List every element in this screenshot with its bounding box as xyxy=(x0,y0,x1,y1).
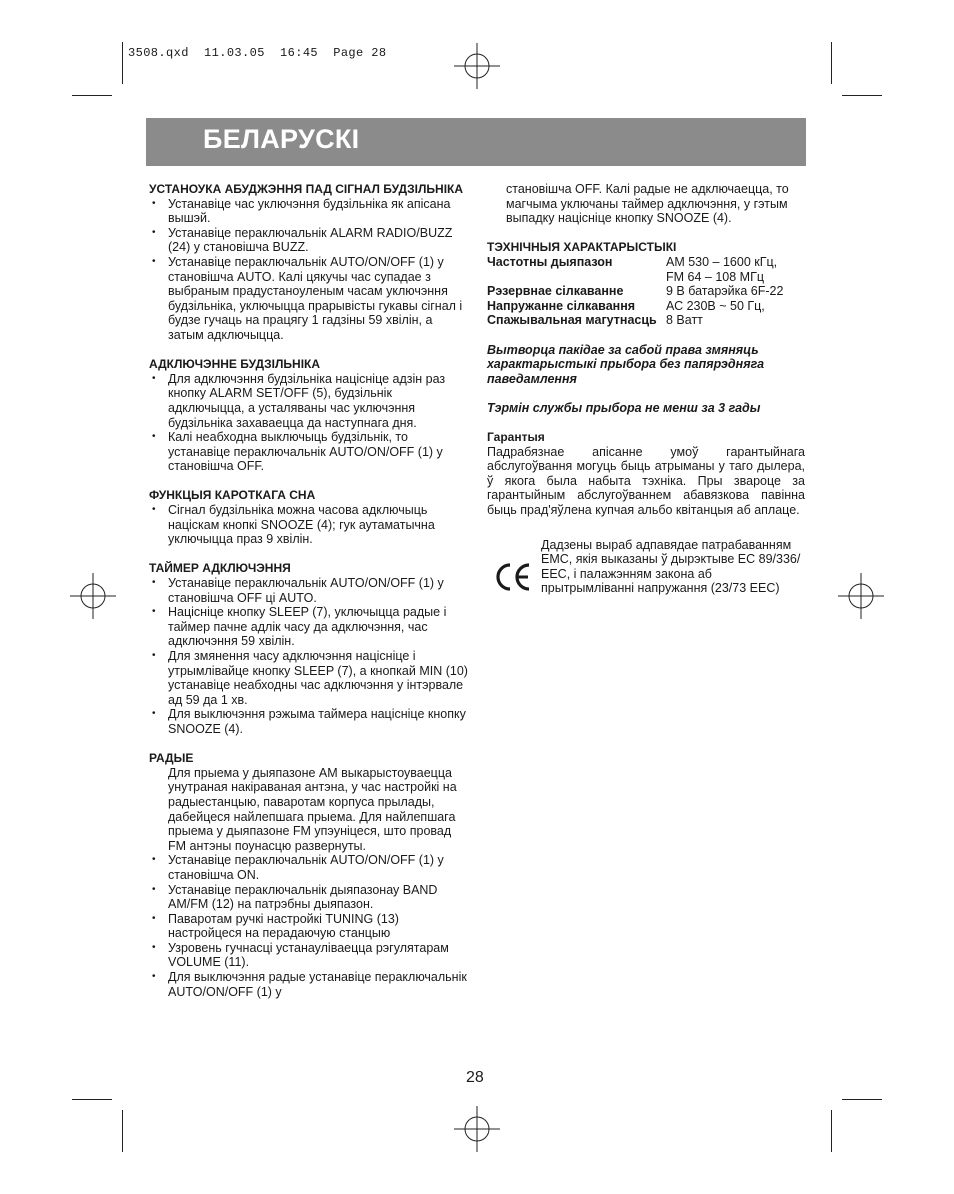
section-specs xyxy=(487,240,805,328)
bullet-item: • Для адключэння будзільніка націсніце адзін раз кнопку ALARM SET/OFF (5), будзільнік адключыцца, а усталяваны час уключэння будзільніка захаваецца да наступнага дня. xyxy=(149,372,469,430)
bullet-item: • Калі неабходна выключыць будзільнік, то устанавіце пераключальнік AUTO/ON/OFF (1) у становішча OFF. xyxy=(149,430,469,474)
section-heading: УСТАНОУКА АБУДЖЭННЯ ПАД СІГНАЛ БУДЗІЛЬНІКА xyxy=(149,182,464,196)
spec-label: Рэзервнае сілкаванне xyxy=(487,284,624,299)
bullet-item: • Паваротам ручкі настройкі TUNING (13) настройцеся на перадаючую станцыю xyxy=(149,912,469,941)
right-column xyxy=(487,182,805,618)
bullet-item: • Устанавіце пераключальнік ALARM RADIO/BUZZ (24) у становішча BUZZ. xyxy=(149,226,469,255)
specs-table xyxy=(487,255,805,328)
spec-label: Напружанне сілкавання xyxy=(487,298,636,313)
notice-service-life: Тэрмін службы прыбора не менш за 3 гады xyxy=(487,400,761,415)
crop-mark xyxy=(122,1110,123,1152)
crop-mark xyxy=(831,42,832,84)
page-title: БЕЛАРУСКІ xyxy=(203,124,360,154)
bullet-item: • Для змянення часу адключэння націсніце і утрымлівайце кнопку SLEEP (7), а кнопкай MIN (10) устанавіце неабходны час адключэння у інтэрвале ад 59 да 1 хв. xyxy=(149,649,469,707)
spec-row xyxy=(487,299,805,314)
section-sleep-timer xyxy=(149,561,469,736)
warranty-heading: Гарантыя xyxy=(487,430,545,445)
section-heading: АДКЛЮЧЭННЕ БУДЗІЛЬНІКА xyxy=(149,357,321,372)
bullet-item: • Узровень гучнасці устанауліваецца рэгулятарам VOLUME (11). xyxy=(149,941,469,970)
bullet-item: • Сігнал будзільніка можна часова адключыць націскам кнопкі SNOOZE (4); гук аутаматычна уключыцца праз 9 хвілін. xyxy=(149,503,469,547)
crop-mark xyxy=(831,1110,832,1152)
spec-row xyxy=(487,313,805,328)
crop-mark xyxy=(122,42,123,84)
bullet-item: • Устанавіце пераключальнік AUTO/ON/OFF (1) у становішча ON. xyxy=(149,853,469,882)
spec-row xyxy=(487,284,805,299)
section-heading: РАДЫЕ xyxy=(149,751,194,766)
registration-mark-top xyxy=(454,43,500,89)
bullet-item: • Націсніце кнопку SLEEP (7), уключыцца радые і таймер пачне адлік часу да адключэння, час адключэння 59 хвілін. xyxy=(149,605,469,649)
warranty-block xyxy=(487,430,805,518)
title-banner xyxy=(146,118,806,166)
section-alarm-buzz xyxy=(149,182,469,343)
section-heading: ТАЙМЕР АДКЛЮЧЭННЯ xyxy=(149,561,291,576)
bullet-item: • Устанавіце час уключэння будзільніка як апісана вышэй. xyxy=(149,197,469,226)
bullet-list xyxy=(149,372,469,474)
bullet-item: • Устанавіце пераключальнік AUTO/ON/OFF (1) у становішча AUTO. Калі цякучы час супадае з выбраным прадустаноуленым часам уключэння будзільніка, уключыцца прарывісты гукавы сігнал і будзе гучаць на працягу 1 гадзіны 59 хвілін, а затым адключыцца. xyxy=(149,255,469,343)
crop-mark xyxy=(842,1099,882,1100)
section-alarm-off xyxy=(149,357,469,474)
spec-value: АМ 530 – 1600 кГц, FM 64 – 108 МГц xyxy=(666,254,778,284)
spec-value: 8 Ватт xyxy=(666,313,703,328)
left-column xyxy=(149,182,469,1014)
page-number: 28 xyxy=(466,1069,484,1086)
bullet-item: • Устанавіце пераключальнік дыяпазонау BAND AM/FM (12) на патрэбны дыяпазон. xyxy=(149,883,469,912)
section-radio xyxy=(149,751,469,999)
bullet-list xyxy=(149,853,469,999)
bullet-item: • Для выключэння рэжыма таймера націсніце кнопку SNOOZE (4). xyxy=(149,707,469,736)
crop-mark xyxy=(72,95,112,96)
section-intro: Для прыема у дыяпазоне АМ выкарыстоуваецца унутраная накіраваная антэна, у час настройкі на радыестанцыю, паваротам корпуса прылады, дабейцеся найлепшага прыема. Для найлепшага прыема у дыяпазоне FM упэуніцеся, што провад FM антэны поунасцю развернуты. xyxy=(168,765,457,853)
ce-mark-icon xyxy=(493,560,533,594)
bullet-list xyxy=(149,197,469,343)
specs-heading: ТЭХНІЧНЫЯ ХАРАКТАРЫСТЫКІ xyxy=(487,240,677,255)
section-snooze xyxy=(149,488,469,546)
notice-block xyxy=(487,343,805,387)
registration-mark-right xyxy=(838,573,884,619)
bullet-list xyxy=(149,503,469,547)
bullet-list xyxy=(149,576,469,737)
bullet-item: • Устанавіце пераключальнік AUTO/ON/OFF (1) у становішча OFF ці AUTO. xyxy=(149,576,469,605)
continuation-text: становішча OFF. Калі радые не адключаецца, то магчыма уключаны таймер адключэння, у гэтым выпадку націсніце кнопку SNOOZE (4). xyxy=(506,182,789,226)
warranty-text: Падрабязнае апісанне умоў гарантыйнага абслугоўвання могуць быць атрыманы у таго дылера, ў якога была набыта тэхніка. Пры звароце за гарантыйным абслугоўваннем абавязкова павінна быць прад'яўлена купчая альбо квітанцыя аб аплаце. xyxy=(487,444,805,518)
ce-compliance-text: Дадзены выраб адпавядае патрабаванням ЕМС, якія выказаны ў дырэктыве ЕС 89/336/ЕЕС, і палажэнням закона аб прытрымліванні напружання (23/73 ЕЕС) xyxy=(541,537,801,596)
bullet-item: • Для выключэння радые устанавіце пераключальнік AUTO/ON/OFF (1) у xyxy=(149,970,469,999)
print-slug: 3508.qxd 11.03.05 16:45 Page 28 xyxy=(128,46,387,60)
ce-compliance-block xyxy=(487,538,805,618)
spec-row xyxy=(487,255,805,284)
spec-label: Спажывальная магутнасць xyxy=(487,313,657,328)
crop-mark xyxy=(842,95,882,96)
spec-value: 9 В батарэйка 6F-22 xyxy=(666,284,784,299)
registration-mark-bottom xyxy=(454,1106,500,1152)
spec-value: АС 230В ~ 50 Гц, xyxy=(666,298,765,313)
notice-rights: Вытворца пакідае за сабой права змяняць характарыстыкі прыбора без папярэдняга паведамлення xyxy=(487,342,765,386)
crop-mark xyxy=(72,1099,112,1100)
radio-continuation xyxy=(487,182,805,226)
service-life-block xyxy=(487,401,805,416)
registration-mark-left xyxy=(70,573,116,619)
section-heading: ФУНКЦЫЯ КАРОТКАГА СНА xyxy=(149,488,316,503)
spec-label: Частотны дыяпазон xyxy=(487,254,613,269)
